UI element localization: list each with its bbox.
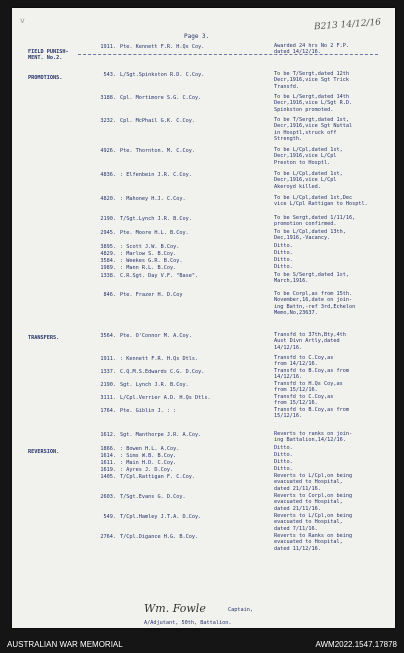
soldier-name: Cpl. Mortimore S.G. C.Coy. <box>120 95 202 101</box>
order-remark: Ditto. <box>274 452 293 458</box>
service-number: 549. <box>103 514 116 520</box>
service-number: 3232. <box>100 118 116 124</box>
order-remark: Ditto. <box>274 264 293 270</box>
order-remark: Ditto. <box>274 243 293 249</box>
order-remark: Ditto. <box>274 445 293 451</box>
order-remark: Transfd to H.Qs Coy,as from 15/12/16. <box>274 381 343 394</box>
service-number: 4836. <box>100 172 116 178</box>
soldier-name: Pte. Moore H.L. B.Coy. <box>120 230 189 236</box>
order-remark: To be L/Cpl,dated 13th, Dec,1916,-Vacancy. <box>274 229 346 242</box>
document-page <box>12 8 395 628</box>
section-promotions: PROMOTIONS. <box>28 75 63 81</box>
service-number: 1337. <box>100 369 116 375</box>
soldier-name: : Sims W.B. B.Coy. <box>120 453 177 459</box>
service-number: 3111. <box>100 395 116 401</box>
service-number: 543. <box>103 72 116 78</box>
service-number: 1619. <box>100 467 116 473</box>
order-remark: Transfd to C.Coy,as from 15/12/16. <box>274 394 334 407</box>
service-number: 2190. <box>100 382 116 388</box>
soldier-name: T/Sgt.Evans G. D.Coy. <box>120 494 186 500</box>
order-remark: To be T/Sergt,dated 1st, Decr,1916,vice Sgt Nuttal in Hosptl,struck off Strength. <box>274 117 353 143</box>
order-remark: To be Sergt,dated 1/11/16, promotion confirmed. <box>274 215 356 228</box>
soldier-name: Pte. Thornton. M. C.Coy. <box>120 148 195 154</box>
soldier-name: Pte. O'Connor M. A.Coy. <box>120 333 192 339</box>
soldier-name: : Mann R.L. B.Coy. <box>120 265 177 271</box>
archive-footer <box>0 637 404 653</box>
order-remark: Ditto. <box>274 466 293 472</box>
soldier-name: : Marlow S. B.Coy. <box>120 251 177 257</box>
order-remark: Reverts to ranks on join- ing Battalion,14/12/16. <box>274 431 353 444</box>
order-remark: Ditto. <box>274 250 293 256</box>
pencil-reference: B213 14/12/16 <box>313 17 382 33</box>
soldier-name: Sgt. Lynch J.R. B.Coy. <box>120 382 189 388</box>
order-remark: Transfd to B.Coy,as from 15/12/16. <box>274 407 349 420</box>
order-remark: To be S/Sergt,dated 1st, March,1916. <box>274 272 349 285</box>
order-remark: Transfd to B.Coy,as from 14/12/16. <box>274 368 349 381</box>
service-number: 2945. <box>100 230 116 236</box>
service-number: 2603. <box>100 494 116 500</box>
soldier-name: Sgt. Manthorpe J.R. A.Coy. <box>120 432 202 438</box>
soldier-name: C.R.Sgt. Day V.F. "Base". <box>120 273 199 279</box>
soldier-name: Pte. Kennett F.R. H.Qs Coy. <box>120 44 205 50</box>
service-number: 1614. <box>100 453 116 459</box>
order-remark: Ditto. <box>274 459 293 465</box>
footer-institution: AUSTRALIAN WAR MEMORIAL <box>7 640 123 649</box>
service-number: 2764. <box>100 534 116 540</box>
service-number: 4926. <box>100 148 116 154</box>
signature-title: Captain, <box>228 607 253 613</box>
order-remark: Reverts to L/Cpl,on being evacuated to Hospital, dated 7/11/16. <box>274 513 353 532</box>
adjutant-line: A/Adjutant, 50th, Battalion. <box>144 620 232 626</box>
soldier-name: Cpl. McPhail G.K. C.Coy. <box>120 118 195 124</box>
service-number: 3564. <box>100 333 116 339</box>
page-heading: Page 3. <box>184 33 210 40</box>
service-number: 1611. <box>100 460 116 466</box>
soldier-name: Pte. Giblin J. : : <box>120 408 177 414</box>
service-number: 3895. <box>100 244 116 250</box>
order-remark: Ditto. <box>274 257 293 263</box>
service-number: 846. <box>103 292 116 298</box>
soldier-name: : Kennett F.R. H.Qs Dtls. <box>120 356 199 362</box>
soldier-name: Pte. Frazer H. D.Coy <box>120 292 183 298</box>
soldier-name: T/Cpl.Hamley J.T.A. D.Coy. <box>120 514 202 520</box>
footer-reference: AWM2022.1547.17878 <box>315 640 397 649</box>
order-remark: Transfd to C.Coy,as from 14/12/16. <box>274 355 334 368</box>
order-remark: To be Corpl,as from 15th. November,16,date on join- ing Battn,-ref 3rd,Echelon Memo,No,23637. <box>274 291 356 317</box>
order-remark: To be L/Cpl,dated 1st, Decr,1916,vice L/Cpl Akeroyd killed. <box>274 171 343 190</box>
service-number: 4820. <box>100 196 116 202</box>
service-number: 1612. <box>100 432 116 438</box>
soldier-name: T/Cpl.Rattigan F. C.Coy. <box>120 474 195 480</box>
section-reversion: REVERSION. <box>28 449 60 455</box>
service-number: 1866. <box>100 446 116 452</box>
soldier-name: T/Sgt.Lynch J.R. B.Coy. <box>120 216 192 222</box>
soldier-name: : Mahoney H.J. C.Coy. <box>120 196 186 202</box>
service-number: 1911. <box>100 356 116 362</box>
order-remark: To be L/Sergt,dated 14th Decr,1916,vice L/Sgt R.D. Spinkston promoted. <box>274 94 353 113</box>
order-remark: Reverts to Ranks on being evacuated to Hospital, dated 11/12/16. <box>274 533 353 552</box>
section-transfers: TRANSFERS. <box>28 335 60 341</box>
order-remark: Reverts to L/Cpl,on being evacuated to Hospital, dated 21/11/16. <box>274 473 353 492</box>
signature: Wm. Fowle <box>144 602 206 615</box>
service-number: 1989. <box>100 265 116 271</box>
service-number: 1338. <box>100 273 116 279</box>
soldier-name: : Weekes G.R. B.Coy. <box>120 258 183 264</box>
soldier-name: T/Cpl.Digance H.G. B.Coy. <box>120 534 199 540</box>
order-remark: Reverts to Corpl,on being evacuated to Hospital, dated 21/11/16. <box>274 493 353 512</box>
service-number: 2190. <box>100 216 116 222</box>
service-number: 3188. <box>100 95 116 101</box>
service-number: 1764. <box>100 408 116 414</box>
soldier-name: : Bowen H.L. A.Coy. <box>120 446 180 452</box>
service-number: 4829. <box>100 251 116 257</box>
order-remark: To be T/Sergt,dated 12th Decr,1916,vice Sgt Trick Transfd. <box>274 71 349 90</box>
section-field-punishment: FIELD PUNISH- MENT. No.2. <box>28 49 69 62</box>
service-number: 1911. <box>100 44 116 50</box>
soldier-name: : Elfenbein J.R. C.Coy. <box>120 172 192 178</box>
order-remark: To be L/Cpl,dated 1st,Dec vice L/Cpl Rattigan to Hosptl. <box>274 195 368 208</box>
soldier-name: : Scott J.W. B.Coy. <box>120 244 180 250</box>
margin-tick: v <box>20 16 25 25</box>
soldier-name: L/Sgt.Spinkston R.D. C.Coy. <box>120 72 205 78</box>
soldier-name: L/Cpl.Verrier A.D. H.Qs Dtls. <box>120 395 211 401</box>
soldier-name: C.Q.M.S.Edwards C.G. D.Coy. <box>120 369 205 375</box>
service-number: 3584. <box>100 258 116 264</box>
order-remark: Transfd to 37th,Bty,4th Aust Divn Artly,dated 14/12/16. <box>274 332 346 351</box>
soldier-name: : Main H.D. C.Coy. <box>120 460 177 466</box>
service-number: 1405. <box>100 474 116 480</box>
order-remark: To be L/Cpl,dated 1st, Decr,1916,vice L/Cpl Preston to Hosptl. <box>274 147 343 166</box>
order-remark: Awarded 24 hrs No 2 F.P. dated 14/12/16. <box>274 43 349 56</box>
soldier-name: : Ayres J. D.Coy. <box>120 467 174 473</box>
